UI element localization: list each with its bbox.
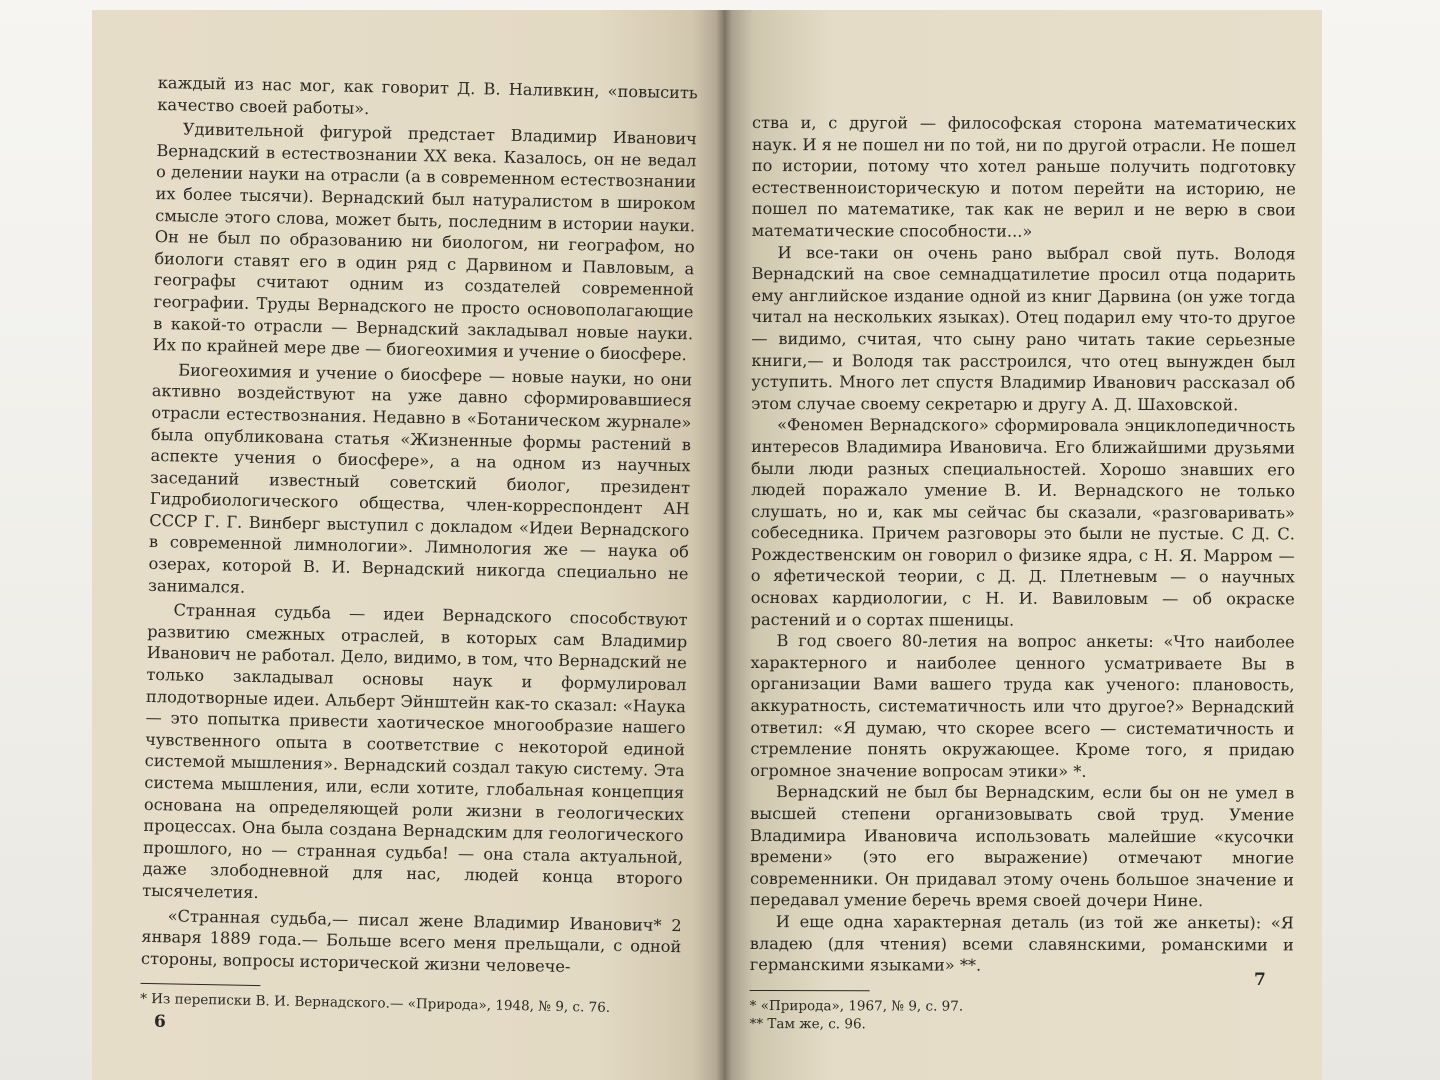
- paragraph: И еще одна характерная деталь (из той же анкеты): «Я владею (для чтения) всеми славянскими, романскими и германскими языками» **.: [749, 912, 1294, 975]
- paragraph: «Феномен Вернадского» сформировала энциклопедичность интересов Владимира Ивановича. Его ближайшими друзьями были люди разных специальностей. Хорошо знавших его людей поражало умение В. И. Вернадского не только слушать, но и, как мы сейчас бы сказали, «разговаривать» собеседника. Причем разговоры это были не пустые. С Д. С. Рождественским он говорил о физике ядра, с Н. Я. Марром — о яфетической теории, с Д. Д. Плетневым — о научных основах кардиологии, с Н. И. Вавиловым — об окраске растений и о сортах пшеницы.: [750, 415, 1296, 630]
- left-page: [92, 10, 724, 1080]
- page-number: 7: [1254, 970, 1266, 990]
- right-text-column: [750, 112, 1296, 1034]
- paragraph: «Странная судьба,— писал жене Владимир Иванович* 2 января 1889 года.— Больше всего меня прельщали, с одной стороны, вопросы исторической жизни человече-: [140, 905, 682, 976]
- paragraph: Удивительной фигурой предстает Владимир Иванович Вернадский в естествознании XX века. Казалось, он не ведал о делении науки на отрасли (а в современном естествознании их более тысячи). Вернадский был натуралистом в широком смысле этого слова, может быть, последним в истории науки. Он не был по образованию ни биологом, ни географом, но биологи ставят его в один ряд с Дарвином и Павловым, а географы считают одним из создателей современной географии. Труды Вернадского не просто основополагающие в какой-то отрасли — Вернадский закладывал новые науки. Их по крайней мере две — биогеохимия и учение о биосфере.: [152, 119, 697, 365]
- footnote: ** Там же, с. 96.: [749, 1015, 866, 1033]
- left-text-column: [140, 72, 698, 1019]
- footnote-rule: [750, 990, 870, 991]
- paragraph: Биогеохимия и учение о биосфере — новые науки, но они активно воздействуют на уже давно сформировавшиеся отрасли естествознания. Недавно в «Ботаническом журнале» была опубликована статья «Жизненные формы растений в аспекте учения о биосфере», а на одном из научных заседаний известный советский биолог, президент Гидробиологического общества, член-корреспондент АН СССР Г. Г. Винберг выступил с докладом «Идеи Вернадского в современной лимнологии». Лимнология же — наука об озерах, которой В. И. Вернадский никогда специально не занимался.: [147, 360, 693, 597]
- open-book: [92, 10, 1322, 1080]
- paragraph: И все-таки он очень рано выбрал свой путь. Володя Вернадский на свое семнадцатилетие просил отца подарить ему английское издание одной из книг Дарвина (он уже тогда читал на нескольких языках). Отец подарил ему что-то другое — видимо, считая, что сыну рано читать такие серьезные книги,— и Володя так расстроился, что отец вынужден был уступить. Много лет спустя Владимир Иванович рассказал об этом случае своему секретарю и другу А. Д. Шаховской.: [751, 242, 1296, 414]
- right-page: [724, 10, 1322, 1080]
- book-gutter: [716, 10, 732, 1080]
- page-number: 6: [154, 1012, 166, 1032]
- footnote: * Из переписки В. И. Вернадского.— «Природа», 1948, № 9, с. 76.: [140, 991, 611, 1017]
- footnote: * «Природа», 1967, № 9, с. 97.: [749, 997, 964, 1015]
- paragraph: Вернадский не был бы Вернадским, если бы он не умел в высшей степени организовывать свой труд. Умение Владимира Ивановича использовать малейшие «кусочки времени» (это его выражение) отмечают многие современники. Он придавал этому очень большое значение и передавал умение беречь время своей дочери Нине.: [749, 782, 1295, 911]
- paragraph: ства и, с другой — философская сторона математических наук. И я не пошел ни по той, ни по другой отрасли. Не пошел по истории, потому что хотел раньше получить подготовку естественноисторическую и потом перейти на историю, не пошел по математике, так как не верил и не верю в свои математические способности...»: [751, 113, 1296, 241]
- footnote-rule: [140, 983, 260, 986]
- paragraph: Странная судьба — идеи Вернадского способствуют развитию смежных отраслей, в которых сам Владимир Иванович не работал. Дело, видимо, в том, что Вернадский не только закладывал основы наук и формулировал плодотворные идеи. Альберт Эйнштейн как-то сказал: «Наука — это попытка привести хаотическое многообразие нашего чувственного опыта в соответствие с некоторой единой системой мышления». Вернадский создал такую систему. Эта система мышления, или, если хотите, глобальная концепция основана на определяющей роли жизни в геологических процессах. Она была создана Вернадским для геологического прошлого, но — странная судьба! — она стала актуальной, даже злободневной для нас, людей конца второго тысячелетия.: [142, 600, 688, 903]
- paragraph: каждый из нас мог, как говорит Д. В. Наливкин, «повысить качество своей работы».: [157, 72, 698, 118]
- paragraph: В год своего 80-летия на вопрос анкеты: «Что наиболее характерного и наиболее ценного усматриваете Вы в организации Вами вашего труда как ученого: плановость, аккуратность, систематичность или что другое?» Вернадский ответил: «Я думаю, что скорее всего — систематичность и стремление понять окружающее. Кроме того, я придаю огромное значение вопросам этики» *.: [750, 631, 1295, 781]
